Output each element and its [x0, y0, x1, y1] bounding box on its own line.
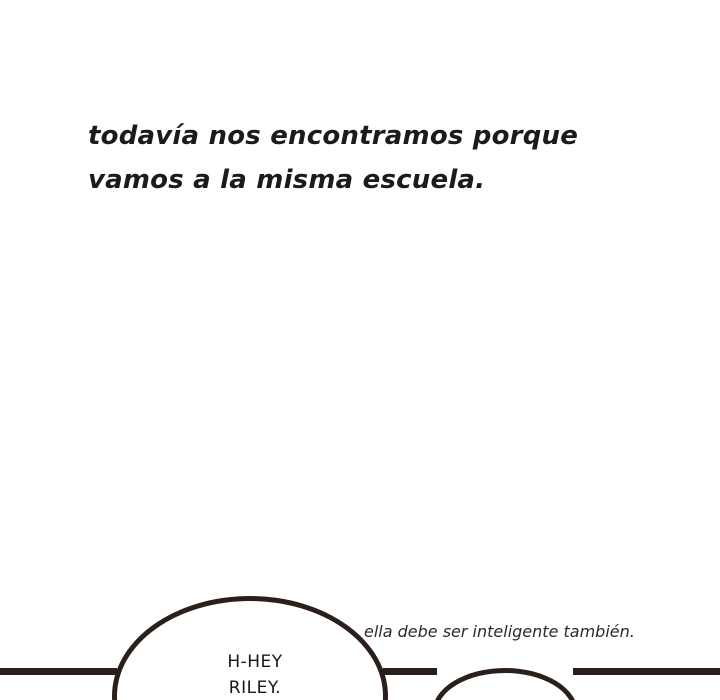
narration-text-block — [88, 115, 648, 202]
speech-bubble-main — [112, 596, 388, 700]
speech-bubble-main-line-1: H-HEY — [227, 652, 283, 672]
speech-bubble-main-line-2: RILEY. — [228, 678, 282, 699]
narration-line-2: vamos a la misma escuela. — [88, 164, 486, 195]
speech-bubble-main-text — [117, 649, 393, 700]
side-narration-text: ella debe ser inteligente también. — [364, 622, 635, 641]
narration-line-1: todavía nos encontramos porque — [88, 121, 579, 151]
